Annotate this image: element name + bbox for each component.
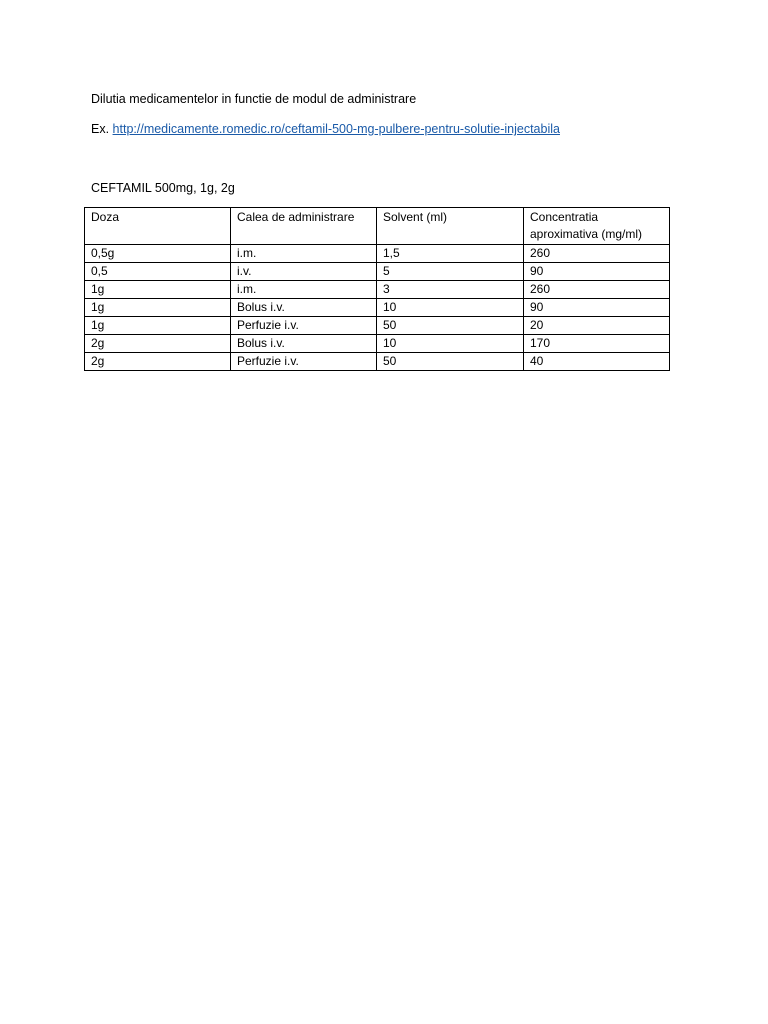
example-link[interactable]: http://medicamente.romedic.ro/ceftamil-500-mg-pulbere-pentru-solutie-injectabila <box>112 122 560 136</box>
example-prefix: Ex. <box>91 122 110 136</box>
cell-dose: 2g <box>85 335 231 353</box>
cell-solvent: 10 <box>377 335 524 353</box>
document-heading: Dilutia medicamentelor in functie de modul de administrare <box>91 92 417 106</box>
cell-concentration: 90 <box>524 263 670 281</box>
table-row <box>85 281 670 299</box>
cell-route: Bolus i.v. <box>231 299 377 317</box>
header-dose: Doza <box>85 208 231 245</box>
table-row <box>85 335 670 353</box>
table-header-row <box>85 208 670 245</box>
cell-route: i.m. <box>231 281 377 299</box>
cell-route: Bolus i.v. <box>231 335 377 353</box>
cell-solvent: 5 <box>377 263 524 281</box>
cell-solvent: 3 <box>377 281 524 299</box>
cell-route: Perfuzie i.v. <box>231 317 377 335</box>
example-line <box>91 121 560 137</box>
product-title: CEFTAMIL 500mg, 1g, 2g <box>91 181 235 195</box>
cell-solvent: 50 <box>377 353 524 371</box>
cell-concentration: 90 <box>524 299 670 317</box>
table-row <box>85 263 670 281</box>
cell-concentration: 260 <box>524 245 670 263</box>
table-row <box>85 317 670 335</box>
cell-route: Perfuzie i.v. <box>231 353 377 371</box>
header-solvent: Solvent (ml) <box>377 208 524 245</box>
cell-concentration: 260 <box>524 281 670 299</box>
header-concentration: Concentratia aproximativa (mg/ml) <box>524 208 670 245</box>
cell-dose: 1g <box>85 281 231 299</box>
header-route: Calea de administrare <box>231 208 377 245</box>
cell-route: i.m. <box>231 245 377 263</box>
cell-route: i.v. <box>231 263 377 281</box>
cell-concentration: 40 <box>524 353 670 371</box>
cell-dose: 0,5g <box>85 245 231 263</box>
dilution-table <box>84 207 670 371</box>
cell-dose: 0,5 <box>85 263 231 281</box>
table-row <box>85 245 670 263</box>
cell-solvent: 50 <box>377 317 524 335</box>
cell-concentration: 20 <box>524 317 670 335</box>
cell-concentration: 170 <box>524 335 670 353</box>
cell-solvent: 10 <box>377 299 524 317</box>
table-row <box>85 353 670 371</box>
cell-dose: 2g <box>85 353 231 371</box>
table-row <box>85 299 670 317</box>
cell-dose: 1g <box>85 317 231 335</box>
cell-dose: 1g <box>85 299 231 317</box>
cell-solvent: 1,5 <box>377 245 524 263</box>
